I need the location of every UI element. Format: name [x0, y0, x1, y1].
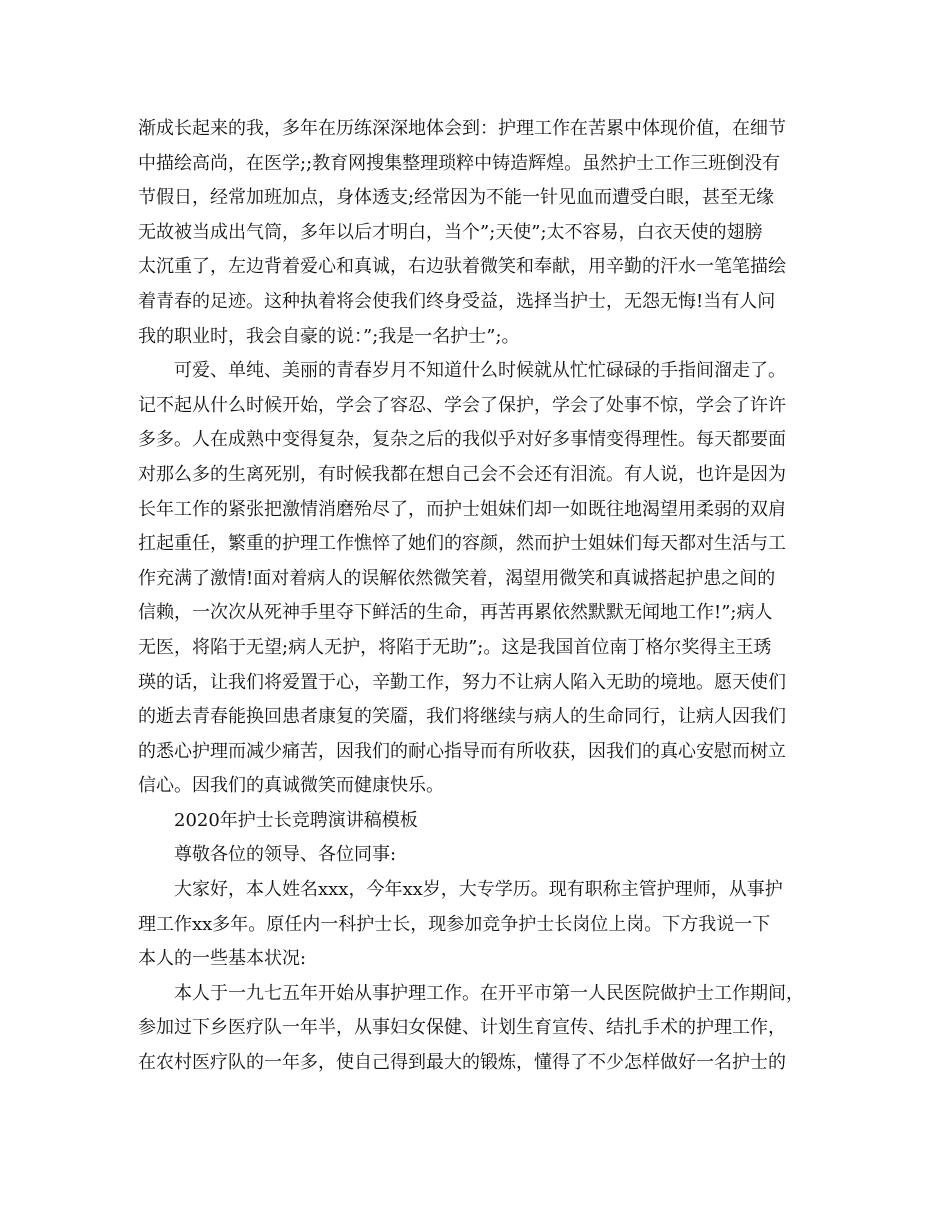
text-line: 扛起重任，繁重的护理工作憔悴了她们的容颜，然而护士姐妹们每天都对生活与工 — [138, 533, 786, 555]
text-line: 无故被当成出气筒，多年以后才明白，当个”;天使”;太不容易，白衣天使的翅膀 — [138, 221, 763, 243]
text-line: 理工作xx多年。原任内一科护士长，现参加竞争护士长岗位上岗。下方我说一下 — [138, 913, 771, 935]
text-line: 可爱、单纯、美丽的青春岁月不知道什么时候就从忙忙碌碌的手指间溜走了。 — [174, 360, 786, 382]
text-line: 信心。因我们的真诚微笑而健康快乐。 — [138, 775, 444, 797]
text-line: 在农村医疗队的一年多，使自己得到最大的锻炼，懂得了不少怎样做好一名护士的 — [138, 1052, 786, 1074]
text-line: 长年工作的紧张把激情消磨殆尽了，而护士姐妹们却一如既往地渴望用柔弱的双肩 — [138, 498, 786, 520]
text-line: 本人于一九七五年开始从事护理工作。在开平市第一人民医院做护士工作期间， — [174, 982, 804, 1004]
text-line: 大家好，本人姓名xxx，今年xx岁，大专学历。现有职称主管护理师，从事护 — [174, 879, 783, 901]
text-line: 本人的一些基本状况: — [138, 948, 307, 970]
text-line: 我的职业时，我会自豪的说：”;我是一名护士”;。 — [138, 325, 520, 347]
text-line: 多多。人在成熟中变得复杂，复杂之后的我似乎对好多事情变得理性。每天都要面 — [138, 429, 786, 451]
text-line: 太沉重了，左边背着爱心和真诚，右边驮着微笑和奉献，用辛勤的汗水一笔笔描绘 — [138, 256, 786, 278]
text-line: 瑛的话，让我们将爱置于心，辛勤工作，努力不让病人陷入无助的境地。愿天使们 — [138, 671, 786, 693]
text-line: 着青春的足迹。这种执着将会使我们终身受益，选择当护士，无怨无悔!当有人问 — [138, 290, 776, 312]
text-line: 记不起从什么时候开始，学会了容忍、学会了保护，学会了处事不惊，学会了许许 — [138, 394, 786, 416]
text-line: 尊敬各位的领导、各位同事: — [174, 844, 397, 866]
text-line: 中描绘高尚，在医学;;教育网搜集整理琐粹中铸造辉煌。虽然护士工作三班倒没有 — [138, 152, 781, 174]
text-line: 2020年护士长竞聘演讲稿模板 — [174, 809, 418, 831]
text-line: 作充满了激情!面对着病人的误解依然微笑着，渴望用微笑和真诚搭起护患之间的 — [138, 567, 776, 589]
text-line: 节假日，经常加班加点，身体透支;经常因为不能一针见血而遭受白眼，甚至无缘 — [138, 187, 775, 209]
text-line: 渐成长起来的我，多年在历练深深地体会到：护理工作在苦累中体现价值，在细节 — [138, 118, 786, 139]
text-line: 无医，将陷于无望;病人无护，将陷于无助”;。这是我国首位南丁格尔奖得主王琇 — [138, 636, 772, 658]
text-line: 参加过下乡医疗队一年半，从事妇女保健、计划生育宣传、结扎手术的护理工作， — [138, 1017, 786, 1039]
text-line: 信赖，一次次从死神手里夺下鲜活的生命，再苦再累依然默默无闻地工作!”;病人 — [138, 602, 773, 624]
text-line: 的悉心护理而减少痛苦，因我们的耐心指导而有所收获，因我们的真心安慰而树立 — [138, 740, 786, 762]
text-line: 对那么多的生离死别，有时候我都在想自己会不会还有泪流。有人说，也许是因为 — [138, 463, 786, 485]
text-line: 的逝去青春能换回患者康复的笑靥，我们将继续与病人的生命同行，让病人因我们 — [138, 706, 786, 728]
document-body — [138, 112, 818, 1081]
